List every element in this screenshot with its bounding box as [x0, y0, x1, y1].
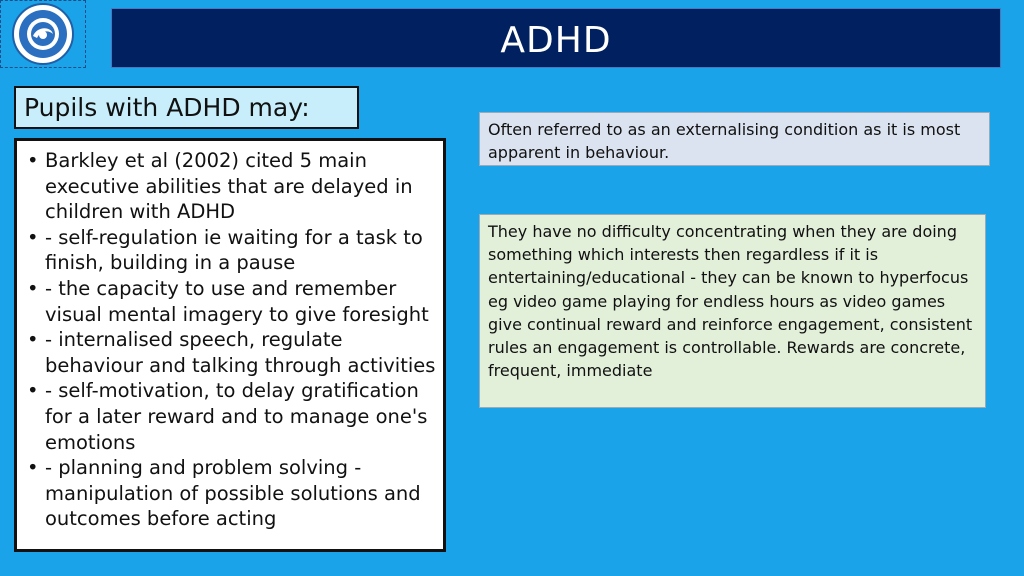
list-item: • Barkley et al (2002) cited 5 main executive abilities that are delayed in children with ADHD [23, 148, 439, 225]
abilities-list [23, 148, 439, 532]
externalising-note: Often referred to as an externalising condition as it is most apparent in behaviour. [479, 112, 990, 166]
page-title: ADHD [500, 19, 612, 61]
list-item: • - planning and problem solving - manipulation of possible solutions and outcomes before acting [23, 455, 439, 532]
academy-seal-icon [11, 2, 75, 66]
abilities-list-box [14, 138, 446, 552]
list-item: • - self-motivation, to delay gratification for a later reward and to manage one's emotions [23, 378, 439, 455]
list-item: • - self-regulation ie waiting for a task to finish, building in a pause [23, 225, 439, 276]
list-item: • - the capacity to use and remember visual mental imagery to give foresight [23, 276, 439, 327]
subheading: Pupils with ADHD may: [14, 86, 359, 129]
school-logo [0, 0, 86, 68]
list-item: • - internalised speech, regulate behaviour and talking through activities [23, 327, 439, 378]
concentration-note: They have no difficulty concentrating when they are doing something which interests then regardless if it is entertaining/educational - they can be known to hyperfocus eg video game playing for endless hours as video games give continual reward and reinforce engagement, consistent rules an engagement is controllable. Rewards are concrete, frequent, immediate [479, 214, 986, 408]
title-bar [111, 8, 1001, 68]
